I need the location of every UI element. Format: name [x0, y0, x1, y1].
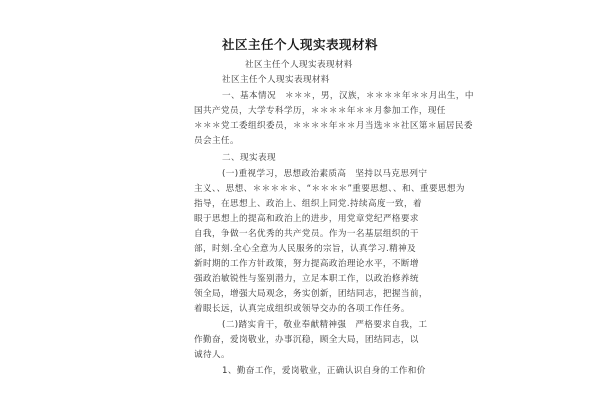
document-title: 社区主任个人现实表现材料: [221, 37, 378, 52]
paragraph-line: (二)踏实肯干，敬业奉献精神强 严格要求自我，工: [222, 320, 428, 330]
paragraph-line: ＊＊＊党工委组织委员，＊＊＊＊年＊＊月当选＊＊社区第＊届居民委: [194, 121, 473, 131]
paragraph-line: 领全局，增强大局观念，务实创新，团结同志，把握当前，: [194, 289, 428, 299]
paragraph-line: 部，时刻.全心全意为人民服务的宗旨，认真学习.精神及: [194, 244, 417, 254]
paragraph-line: 自我，争做一名优秀的共产党员。作为一名基层组织的干: [194, 229, 419, 239]
paragraph-line: 主义、、思想、＊＊＊＊＊、“＊＊＊＊”重要思想、、和、重要思想为: [194, 184, 465, 194]
subtitle-line: 社区主任个人现实表现材料: [222, 75, 330, 85]
paragraph-line: 着眼长远，认真完成组织或领导交办的各项工作任务。: [194, 304, 410, 314]
paragraph-line: 诚待人。: [194, 350, 230, 360]
paragraph-line: 强政治敏锐性与鉴别潜力，立足本职工作，以政治修养统: [194, 274, 419, 284]
paragraph-line: 1、勤奋工作，爱岗敬业，正确认识自身的工作和价: [222, 366, 426, 376]
subtitle-line: 社区主任个人现实表现材料: [245, 60, 353, 70]
section-heading: 二、现实表现: [222, 153, 276, 163]
paragraph-line: 眼于思想上的提高和政治上的进步，用党章党纪严格要求: [194, 214, 419, 224]
paragraph-line: 指导，在思想上、政治上、组织上同党.持续高度一致，着: [194, 199, 422, 209]
paragraph-line: 国共产党员，大学专科学历，＊＊＊＊年＊＊月参加工作，现任: [194, 106, 446, 116]
paragraph-line: 新时期的工作方针政策，努力提高政治理论水平，不断增: [194, 259, 419, 269]
paragraph-line: 作勤奋，爱岗敬业，办事沉稳，顾全大局，团结同志，以: [194, 335, 419, 345]
paragraph-line: 员会主任。: [194, 136, 239, 146]
paragraph-line: 一、基本情况 ＊＊＊，男，汉族，＊＊＊＊年＊＊月出生，中: [222, 91, 474, 101]
paragraph-line: (一)重视学习，思想政治素质高 坚持以马克思列宁: [222, 169, 428, 179]
